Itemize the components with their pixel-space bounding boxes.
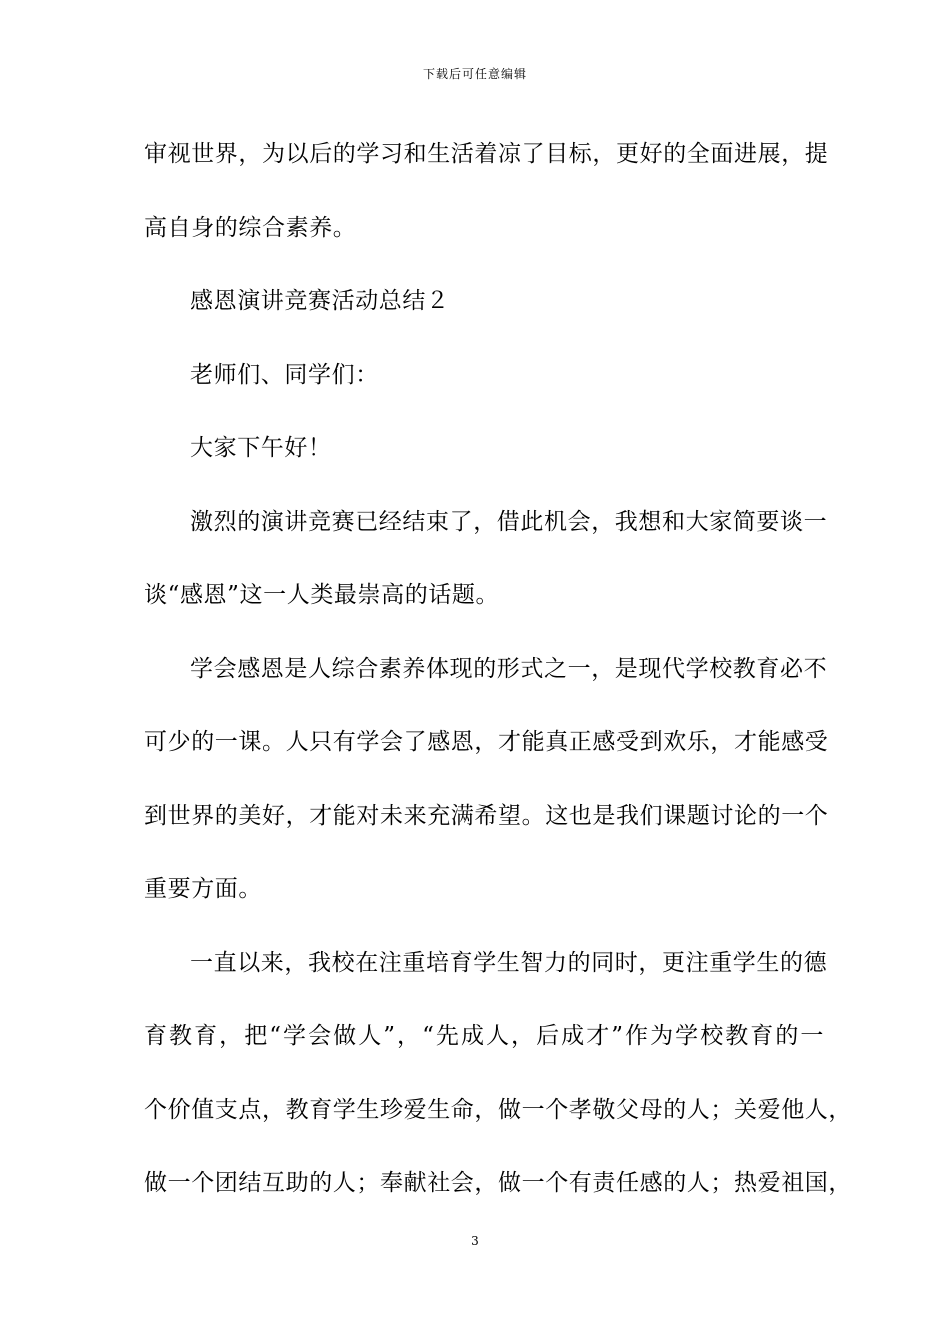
- paragraph-line: 一直以来，我校在注重培育学生智力的同时，更注重学生的德: [190, 949, 828, 976]
- page-number: 3: [471, 1234, 479, 1248]
- paragraph-line: 谈“感恩”这一人类最崇高的话题。: [144, 582, 500, 608]
- greeting: 大家下午好！: [190, 435, 332, 461]
- section-title: 感恩演讲竞赛活动总结２: [190, 288, 450, 314]
- paragraph-line: 育教育，把“学会做人”，“先成人，后成才”作为学校教育的一: [144, 1023, 824, 1049]
- paragraph-line: 做一个团结互助的人；奉献社会，做一个有责任感的人；热爱祖国，: [144, 1170, 852, 1196]
- paragraph-line: 个价值支点，教育学生珍爱生命，做一个孝敬父母的人；关爱他人，: [144, 1096, 852, 1123]
- paragraph-line: 到世界的美好，才能对未来充满希望。这也是我们课题讨论的一个: [144, 802, 829, 829]
- page-header: 下载后可任意编辑: [422, 67, 527, 81]
- paragraph-line: 高自身的综合素养。: [144, 214, 357, 241]
- paragraph-line: 激烈的演讲竞赛已经结束了，借此机会，我想和大家简要谈一: [190, 508, 828, 535]
- paragraph-line: 重要方面。: [144, 876, 262, 902]
- document-body: [144, 118, 852, 1221]
- paragraph-line: 可少的一课。人只有学会了感恩，才能真正感受到欢乐，才能感受: [144, 729, 829, 755]
- salutation: 老师们、同学们：: [190, 361, 379, 388]
- paragraph-line: 审视世界，为以后的学习和生活着凉了目标，更好的全面进展，提: [144, 141, 829, 167]
- paragraph-line: 学会感恩是人综合素养体现的形式之一，是现代学校教育必不: [190, 655, 828, 682]
